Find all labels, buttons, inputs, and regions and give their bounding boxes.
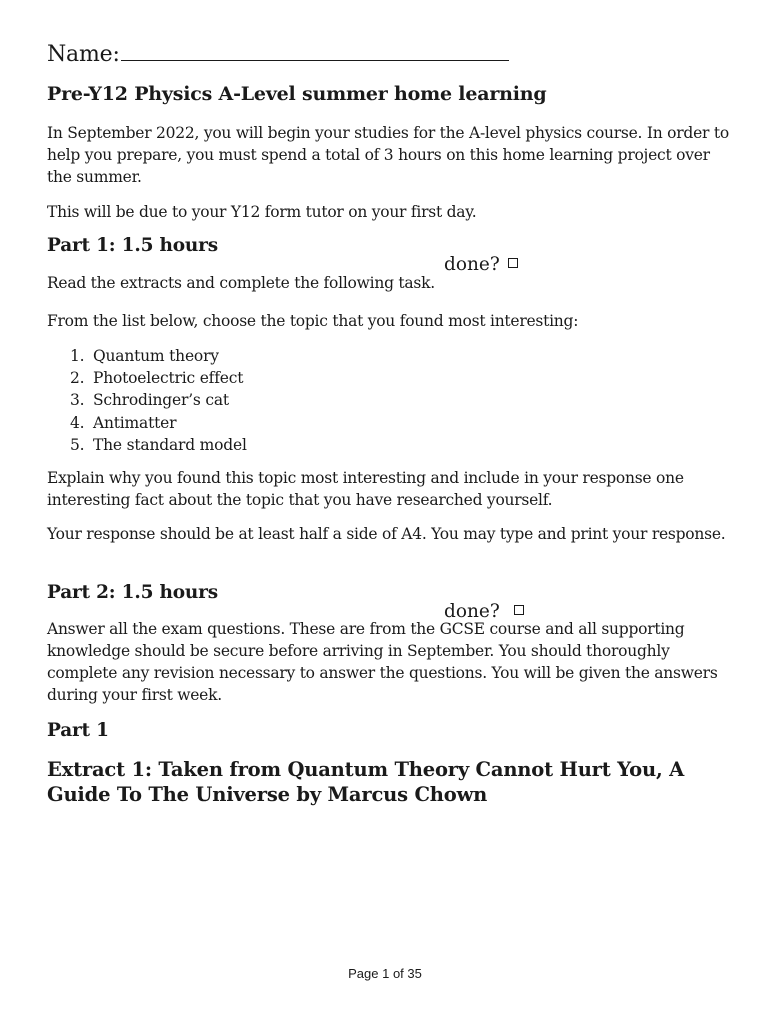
list-item — [70, 345, 247, 367]
part2-done-checkbox — [514, 605, 524, 615]
list-item-label: Photoelectric effect — [93, 369, 244, 388]
list-item-number: 2. — [70, 369, 85, 388]
section-label: Part 1 — [47, 720, 109, 741]
page-footer: Page 1 of 35 — [348, 966, 422, 981]
list-item-label: The standard model — [93, 435, 247, 454]
list-item-number: 1. — [70, 347, 85, 365]
part1-explain: Explain why you found this topic most interesting and include in your response one interesting fact about the topic that you have researched yourself. — [47, 469, 684, 509]
list-item-number: 5. — [70, 435, 85, 454]
part2-instruction: Answer all the exam questions. These are from the GCSE course and all supporting knowledge should be secure before arriving in September. You should thoroughly complete any revision necessary to answer the questions. You will be given the answers during your first week. — [47, 620, 718, 704]
list-item-label: Quantum theory — [93, 347, 219, 365]
part1-done-checkbox — [508, 258, 518, 268]
part1-instruction: Read the extracts and complete the following task. — [47, 274, 435, 292]
list-item-label: Antimatter — [93, 413, 177, 432]
name-label: Name: — [47, 42, 120, 67]
name-field — [47, 42, 730, 67]
list-item — [70, 412, 247, 434]
part2-done-label: done? — [444, 600, 500, 622]
intro-paragraph: In September 2022, you will begin your studies for the A-level physics course. In order to help you prepare, you must spend a total of 3 hours on this home learning project over the summer. — [47, 124, 729, 186]
part2-heading: Part 2: 1.5 hours — [47, 582, 218, 603]
extract-title: Extract 1: Taken from Quantum Theory Cannot Hurt You, A Guide To The Universe by Marcus Chown — [47, 758, 685, 806]
list-item-number: 4. — [70, 413, 85, 432]
list-item — [70, 367, 247, 389]
part1-heading: Part 1: 1.5 hours — [47, 235, 218, 256]
name-blank-line — [121, 42, 509, 61]
part1-choose-prompt: From the list below, choose the topic that you found most interesting: — [47, 312, 579, 330]
page-title: Pre-Y12 Physics A-Level summer home learning — [47, 83, 547, 105]
list-item-number: 3. — [70, 391, 85, 410]
list-item — [70, 434, 247, 456]
part1-response-note: Your response should be at least half a side of A4. You may type and print your response. — [47, 525, 726, 543]
part1-done-label: done? — [444, 253, 500, 275]
list-item — [70, 389, 247, 411]
topic-list — [70, 345, 247, 456]
due-note: This will be due to your Y12 form tutor on your first day. — [47, 203, 477, 221]
list-item-label: Schrodinger’s cat — [93, 391, 229, 410]
